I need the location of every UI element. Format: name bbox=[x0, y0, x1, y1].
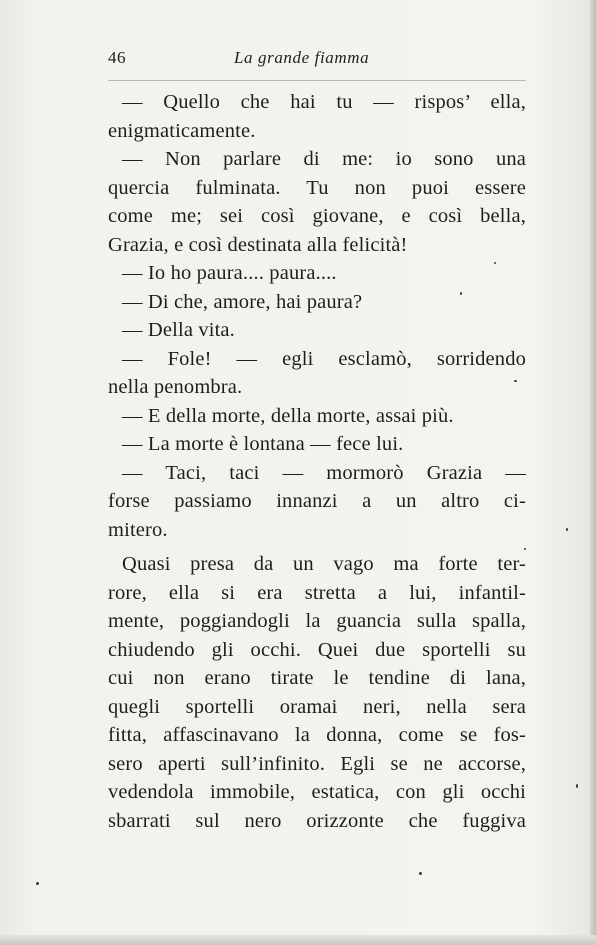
page-header bbox=[108, 48, 528, 72]
text-line: fitta, affascinavano la donna, come se fos- bbox=[108, 724, 526, 746]
text-line: — Fole! — egli esclamò, sorridendo bbox=[122, 347, 526, 370]
text-line: chiudendo gli occhi. Quei due sportelli su bbox=[108, 638, 526, 661]
page-number: 46 bbox=[108, 48, 126, 67]
scan-speck bbox=[576, 784, 578, 788]
text-line: — E della morte, della morte, assai più. bbox=[122, 404, 454, 427]
text-line: — Quello che hai tu — rispos’ ella, bbox=[122, 91, 526, 113]
text-line: — Non parlare di me: io sono una bbox=[122, 148, 526, 170]
text-line: — Io ho paura.... paura.... bbox=[122, 262, 337, 284]
text-line: enigmaticamente. bbox=[108, 119, 256, 142]
text-line: nella penombra. bbox=[108, 376, 243, 398]
text-line: — Di che, amore, hai paura? bbox=[122, 290, 363, 313]
scan-speck bbox=[524, 548, 526, 550]
body-text bbox=[108, 88, 526, 835]
text-line: rore, ella si era stretta a lui, infantil- bbox=[108, 581, 526, 604]
text-line: sbarrati sul nero orizzonte che fuggiva bbox=[108, 809, 526, 832]
text-line: sero aperti sull’infinito. Egli se ne accorse, bbox=[108, 752, 526, 775]
scan-speck bbox=[460, 292, 462, 295]
page-edge-shadow bbox=[590, 0, 596, 945]
scan-speck bbox=[566, 528, 568, 531]
text-line: mitero. bbox=[108, 518, 168, 541]
text-line: quegli sportelli oramai neri, nella sera bbox=[108, 695, 526, 718]
scan-speck bbox=[494, 262, 496, 264]
text-line: mente, poggiandogli la guancia sulla spalla, bbox=[108, 610, 526, 632]
text-line: forse passiamo innanzi a un altro ci- bbox=[108, 490, 526, 512]
text-line: vedendola immobile, estatica, con gli occhi bbox=[108, 781, 526, 803]
text-line: come me; sei così giovane, e così bella, bbox=[108, 205, 526, 227]
text-line: quercia fulminata. Tu non puoi essere bbox=[108, 176, 526, 199]
text-line: — Della vita. bbox=[122, 319, 235, 341]
scan-speck bbox=[419, 872, 422, 875]
text-line: — La morte è lontana — fece lui. bbox=[122, 433, 404, 455]
text-line: Grazia, e così destinata alla felicità! bbox=[108, 233, 408, 256]
page-bottom-edge bbox=[0, 935, 596, 945]
scan-speck bbox=[36, 882, 39, 885]
text-line: — Taci, taci — mormorò Grazia — bbox=[122, 461, 526, 484]
text-line: Quasi presa da un vago ma forte ter- bbox=[122, 553, 526, 575]
scan-speck bbox=[514, 380, 517, 382]
running-title: La grande fiamma bbox=[234, 48, 370, 67]
header-rule bbox=[108, 80, 526, 81]
text-line: cui non erano tirate le tendine di lana, bbox=[108, 667, 526, 689]
